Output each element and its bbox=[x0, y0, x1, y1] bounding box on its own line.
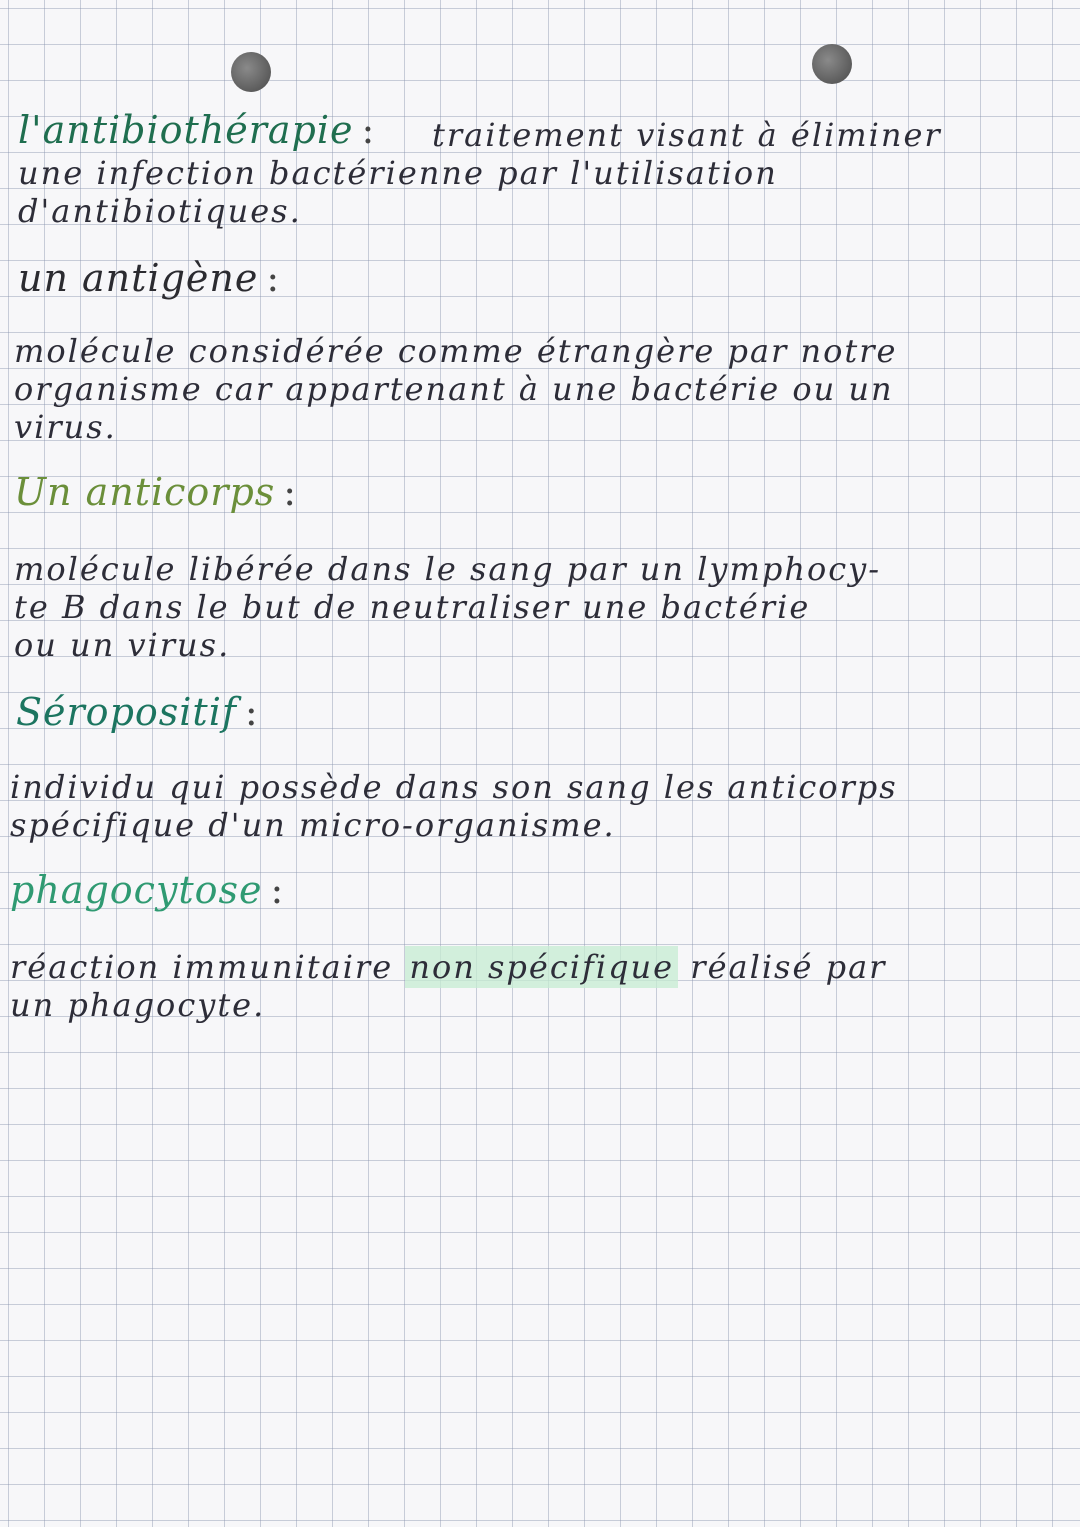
term-heading: un antigène : bbox=[18, 256, 281, 300]
definition-text bbox=[14, 332, 897, 446]
definition-line: molécule libérée dans le sang par un lymphocy- bbox=[14, 550, 882, 588]
definition-inline-text: traitement visant à éliminer bbox=[432, 116, 942, 154]
definition-line: individu qui possède dans son sang les anticorps bbox=[10, 768, 898, 806]
definition-text bbox=[10, 768, 898, 844]
term-heading: phagocytose : bbox=[10, 868, 285, 912]
term-heading: Séropositif : bbox=[16, 690, 259, 734]
punch-hole-right bbox=[812, 44, 852, 84]
definition-line: organisme car appartenant à une bactérie ou un bbox=[14, 370, 894, 408]
definition-line: spécifique d'un micro-organisme. bbox=[10, 806, 616, 844]
definition-line: te B dans le but de neutraliser une bactérie bbox=[14, 588, 811, 626]
definition-text bbox=[14, 550, 881, 664]
punch-hole-left bbox=[231, 52, 271, 92]
term-heading: Un anticorps : bbox=[14, 470, 298, 514]
term-heading: l'antibiothérapie : bbox=[18, 108, 376, 152]
definition-line: molécule considérée comme étrangère par notre bbox=[14, 332, 898, 370]
highlighted-phrase: non spécifique bbox=[405, 946, 678, 988]
definition-line: d'antibiotiques. bbox=[18, 192, 302, 230]
definition-line: réaction immunitaire non spécifique réalisé par bbox=[10, 948, 887, 986]
definition-line: ou un virus. bbox=[14, 626, 231, 664]
definition-line: une infection bactérienne par l'utilisation bbox=[18, 154, 778, 192]
definition-text bbox=[18, 154, 778, 230]
definition-text bbox=[10, 948, 886, 1024]
definition-line: un phagocyte. bbox=[10, 986, 266, 1024]
definition-line: virus. bbox=[14, 408, 117, 446]
